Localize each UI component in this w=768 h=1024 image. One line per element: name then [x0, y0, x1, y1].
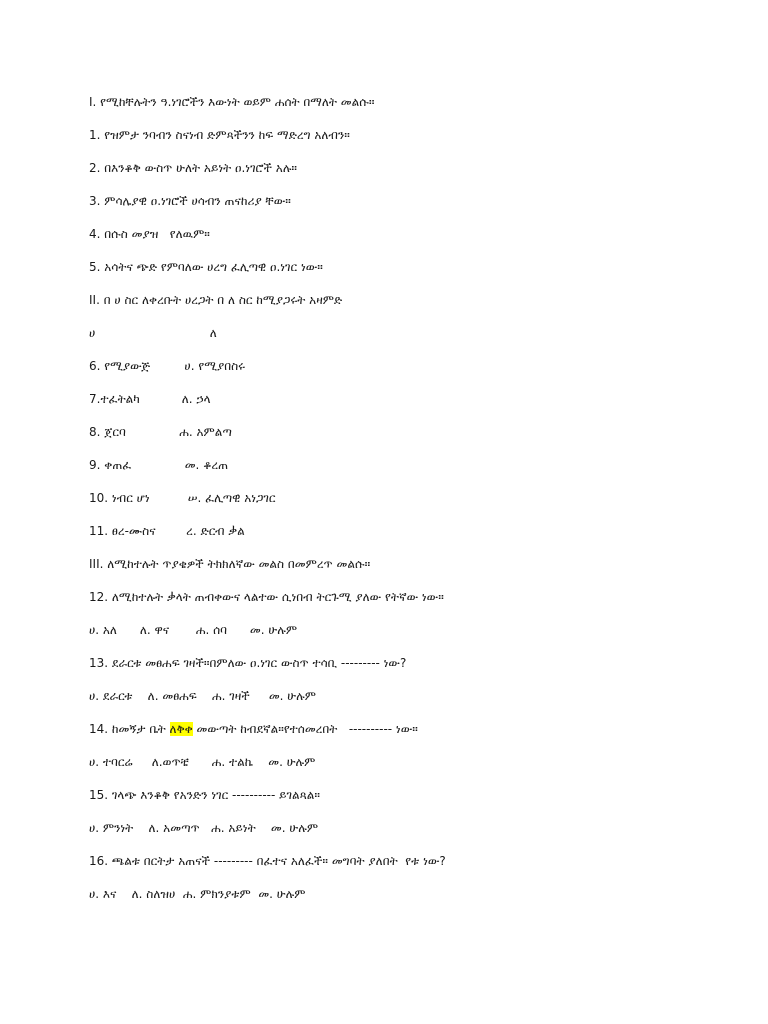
- question-16-options: ሀ. እና ለ. ስለዝሀ ሐ. ምክንያቱም መ. ሁሉም: [89, 887, 306, 901]
- matching-row-10: 10. ነብር ሆነ ሠ. ፈሊጣዊ አነጋገር: [89, 491, 276, 505]
- question-15: 15. ገላጭ እንቆቅ የአንድን ነገር ---------- ይገልጻል።: [89, 788, 321, 802]
- section-2-heading: II. በ ሀ ስር ለቀረቡት ሀረጋት በ ለ ስር ከሚያጋሩት አዛምድ: [89, 293, 343, 307]
- matching-row-8: 8. ጀርባ ሐ. አምልጣ: [89, 425, 232, 439]
- question-5: 5. አሳትና ጭድ የምባለው ሀረግ ፈሊጣዊ ዐ.ነገር ነው።: [89, 260, 323, 274]
- matching-row-11: 11. ፀረ-ሙስና ረ. ድርብ ቃል: [89, 524, 245, 538]
- question-14: [89, 721, 418, 737]
- matching-column-headers: ሀ ለ: [89, 326, 217, 340]
- highlighted-word: ለቅቀ: [169, 722, 193, 736]
- question-14-options: ሀ. ተባርሬ ለ.ወጥቼ ሐ. ተልኬ መ. ሁሉም: [89, 755, 316, 769]
- question-4: 4. በሱስ መያዝ የለዉም።: [89, 227, 210, 241]
- question-3: 3. ምሳሌያዊ ዐ.ነገሮች ሀሳብን ጠናከሪያ ቸው።: [89, 194, 291, 208]
- question-12: 12. ለሚከተሉት ቃላት ጠብቀውና ላልተው ሲነበብ ትርጉሚ ያለው የትኛው ነው።: [89, 590, 444, 604]
- question-2: 2. በእንቆቅ ውስጥ ሁለት አይነት ዐ.ነገሮች አሉ።: [89, 161, 298, 175]
- question-13: 13. ደራርቱ መፀሐፍ ገዛች።በምለው ዐ.ነገር ውስጥ ተሳቢ --------- ነው?: [89, 656, 407, 670]
- matching-row-7: 7.ተፈትልካ ለ. ኃላ: [89, 392, 211, 406]
- section-3-heading: III. ለሚከተሉት ጥያቄዎች ትክክለኛው መልስ በመምረጥ መልሱ።: [89, 557, 371, 571]
- matching-row-9: 9. ቀጠፈ መ. ቆረጠ: [89, 458, 229, 472]
- matching-row-6: 6. የሚያውጅ ሀ. የሚያበስሩ: [89, 359, 246, 373]
- question-14-before: 14. ከመኝታ ቤት: [89, 722, 170, 736]
- question-14-after: መውጣት ከብደኛል።የተሰመረበት ---------- ነው።: [192, 722, 418, 736]
- question-13-options: ሀ. ደራርቱ ለ. መፀሐፍ ሐ. ገዛች መ. ሁሉም: [89, 689, 316, 703]
- question-1: 1. የዝምታ ንባብን ስናነብ ድምጻችንን ከፍ ማድረግ አለብን።: [89, 128, 350, 142]
- question-12-options: ሀ. አለ ለ. ዋና ሐ. ሰባ መ. ሁሉም: [89, 623, 298, 637]
- question-15-options: ሀ. ምንነት ለ. አመጣጥ ሐ. አይነት መ. ሁሉም: [89, 821, 319, 835]
- question-16: 16. ጫልቱ በርትታ አጠናች --------- በፈተና አለፈች። መግባት ያለበት የቱ ነው?: [89, 854, 446, 868]
- section-1-heading: I. የሚከቸሉትን ዓ.ነገሮችን እውነት ወይም ሐሰት በማለት መልሱ።: [89, 95, 375, 109]
